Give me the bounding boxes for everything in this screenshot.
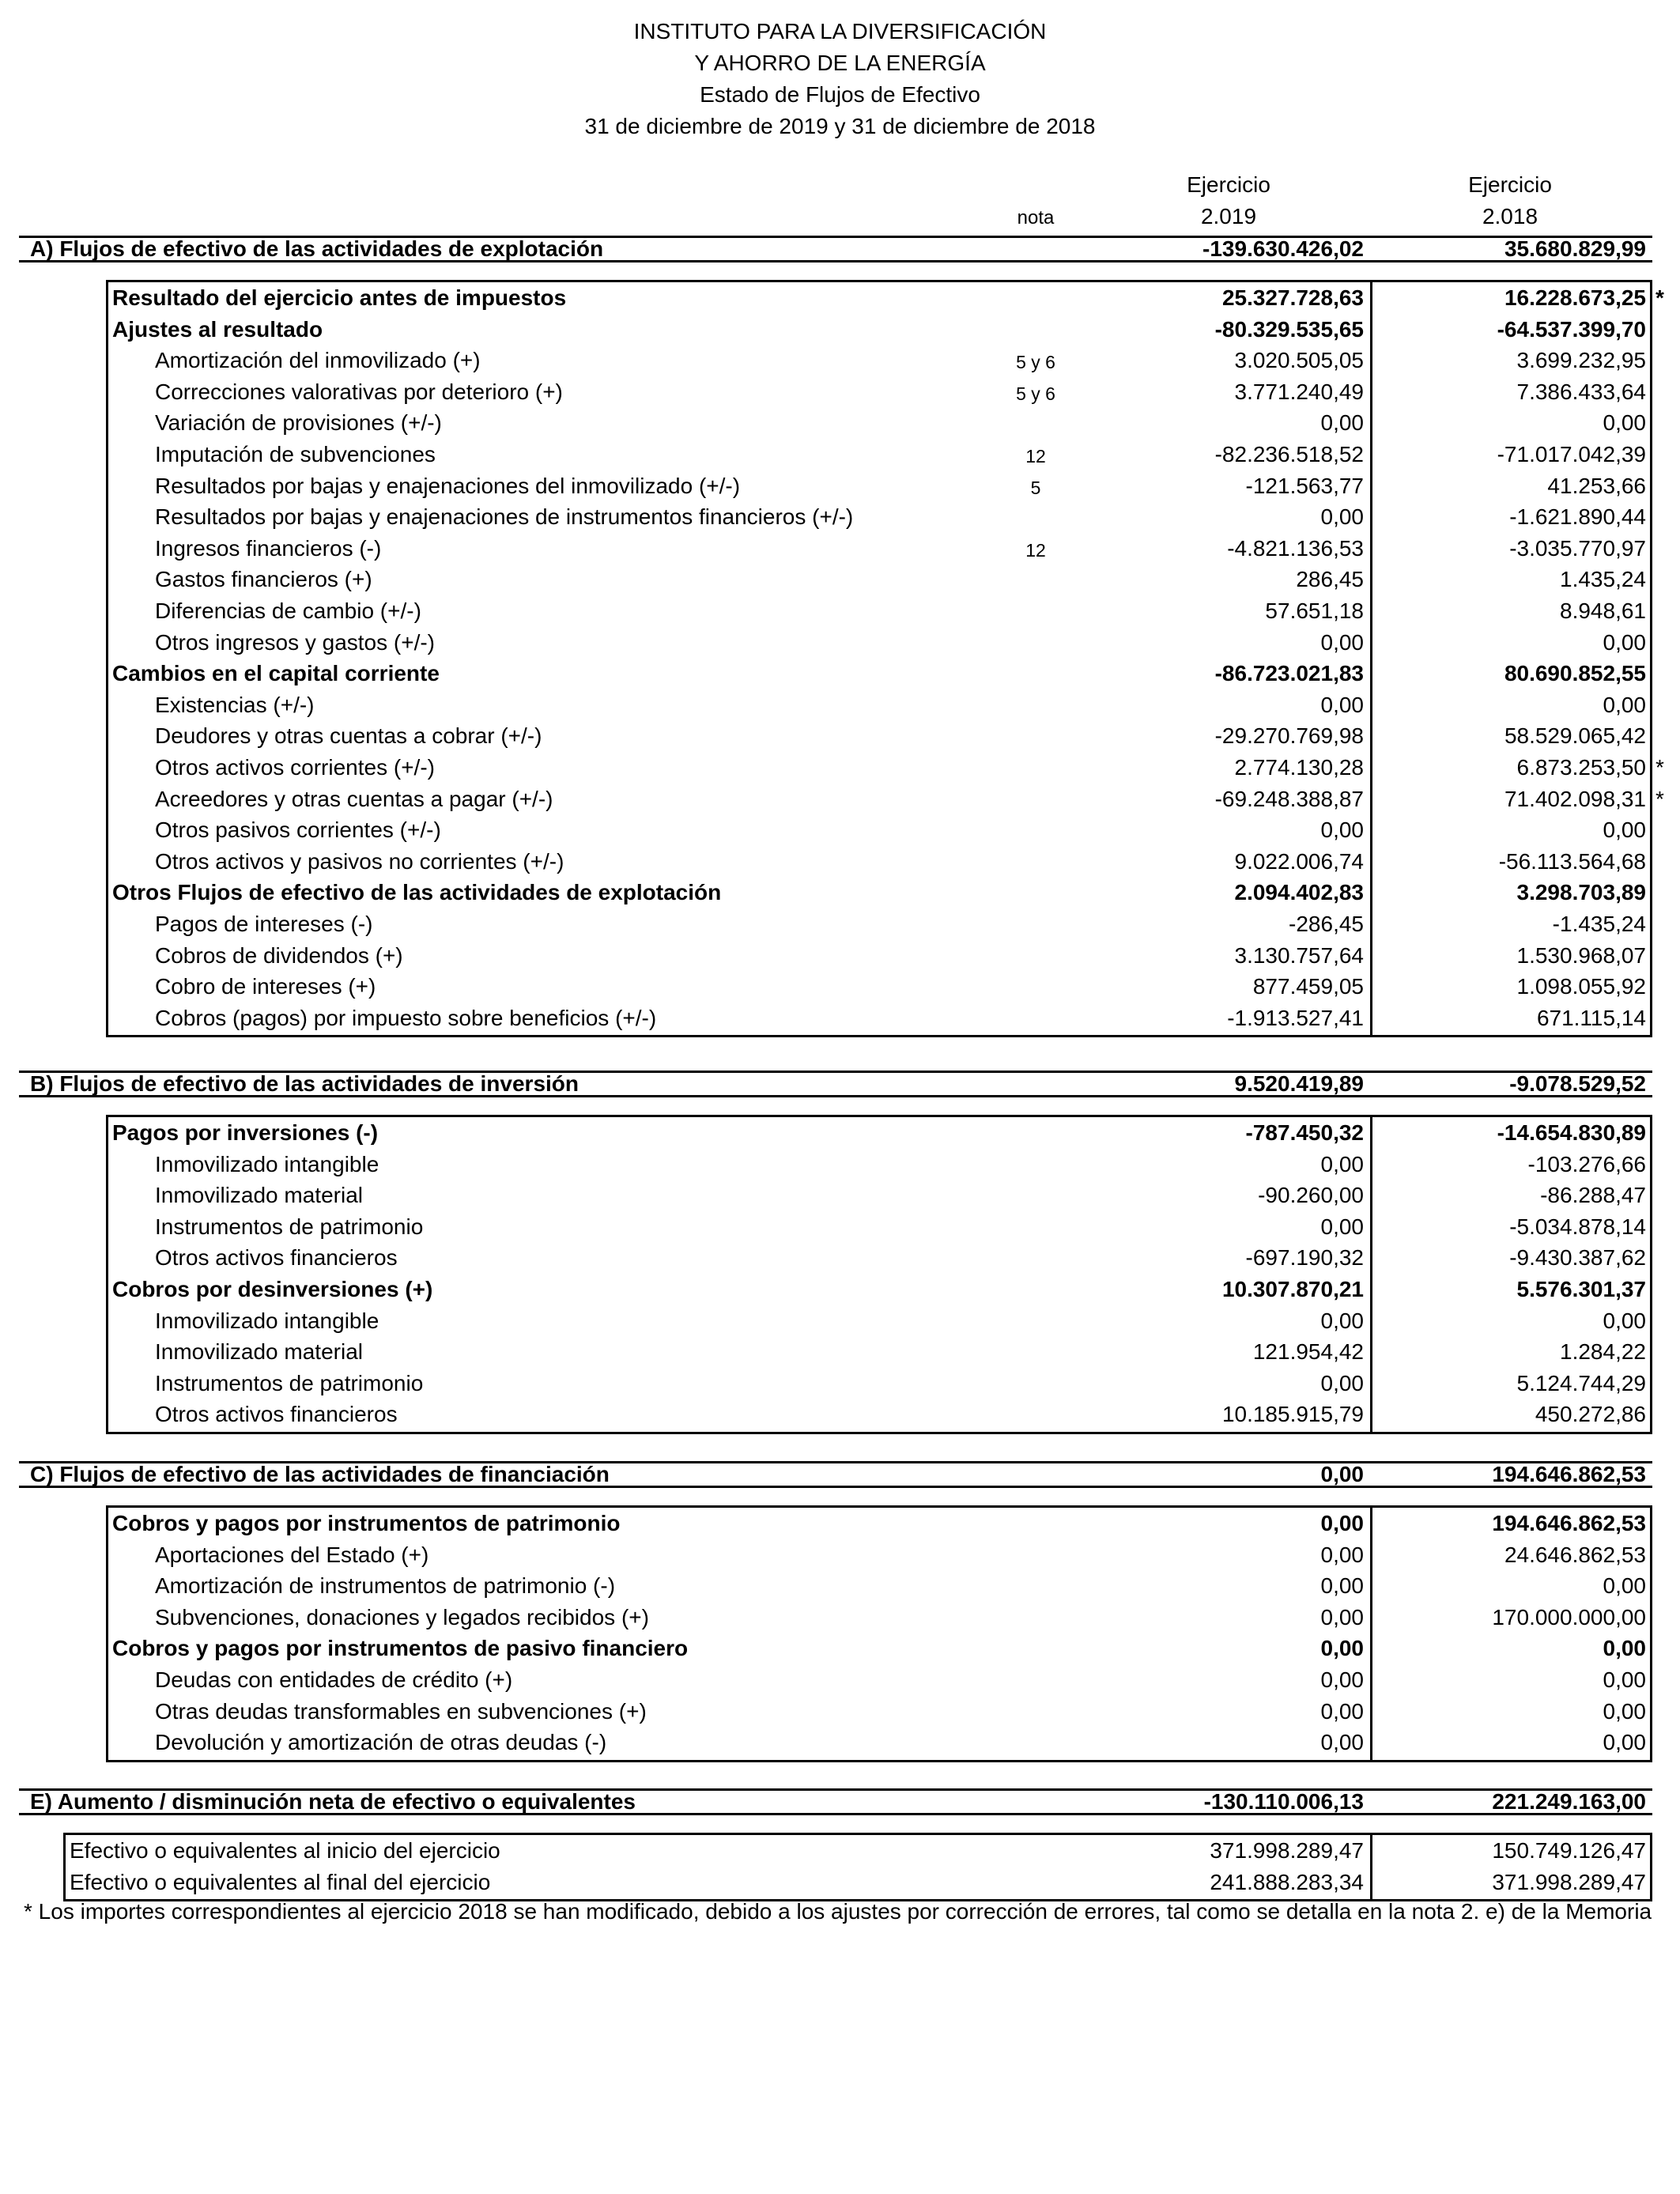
table-row bbox=[0, 376, 1646, 408]
col-2018-year: 2.018 bbox=[1482, 204, 1538, 228]
row-value-2019: -1.913.527,41 bbox=[1227, 1005, 1364, 1030]
section-label: C) Flujos de efectivo de las actividades de financiación bbox=[30, 1462, 610, 1486]
row-value-2019: 0,00 bbox=[1320, 504, 1364, 530]
col-2019-year: 2.019 bbox=[1200, 204, 1257, 228]
row-value-2018: 0,00 bbox=[1603, 1573, 1646, 1599]
row-value-2019: 0,00 bbox=[1320, 1698, 1364, 1724]
section-total-2019: -139.630.426,02 bbox=[1202, 236, 1364, 261]
row-label: Cobro de intereses (+) bbox=[155, 974, 376, 999]
row-value-2018: -64.537.399,70 bbox=[1497, 316, 1646, 342]
row-value-2019: 0,00 bbox=[1320, 818, 1364, 843]
table-row bbox=[0, 1539, 1646, 1571]
row-value-2018: 1.530.968,07 bbox=[1516, 942, 1646, 968]
section-total-2018: 221.249.163,00 bbox=[1492, 1789, 1646, 1814]
row-label: Correcciones valorativas por deterioro (+) bbox=[155, 379, 563, 404]
title-line: Estado de Flujos de Efectivo bbox=[700, 82, 980, 107]
row-nota: 5 bbox=[1030, 477, 1041, 498]
row-value-2018: 450.272,86 bbox=[1535, 1402, 1646, 1427]
section-total-2019: 0,00 bbox=[1320, 1462, 1364, 1486]
row-value-2019: -29.270.769,98 bbox=[1214, 723, 1364, 749]
row-label: Ajustes al resultado bbox=[112, 316, 323, 342]
table-row bbox=[0, 345, 1646, 376]
row-label: Pagos por inversiones (-) bbox=[112, 1120, 379, 1145]
table-row bbox=[0, 814, 1646, 846]
section-total-2018: 35.680.829,99 bbox=[1504, 236, 1646, 261]
row-value-2019: 9.022.006,74 bbox=[1234, 848, 1364, 874]
table-row bbox=[0, 1835, 1646, 1867]
row-label: Subvenciones, donaciones y legados recibidos (+) bbox=[155, 1604, 649, 1629]
row-value-2018: 0,00 bbox=[1603, 692, 1646, 717]
table-row bbox=[0, 1633, 1646, 1664]
row-value-2018: 150.749.126,47 bbox=[1492, 1838, 1646, 1863]
table-row bbox=[0, 1399, 1646, 1430]
table-row bbox=[0, 314, 1646, 346]
row-value-2019: 57.651,18 bbox=[1265, 599, 1364, 623]
row-value-2018: -5.034.878,14 bbox=[1509, 1214, 1646, 1239]
row-value-2018: -1.435,24 bbox=[1552, 912, 1646, 936]
row-label: Instrumentos de patrimonio bbox=[155, 1214, 424, 1239]
table-row bbox=[0, 1696, 1646, 1728]
row-label: Inmovilizado intangible bbox=[155, 1308, 379, 1333]
nota-header: nota bbox=[1017, 207, 1055, 228]
row-value-2019: 3.771.240,49 bbox=[1234, 379, 1364, 404]
row-value-2019: 877.459,05 bbox=[1252, 974, 1364, 999]
table-row bbox=[0, 1368, 1646, 1399]
table-row bbox=[0, 1003, 1646, 1034]
row-label: Cobros y pagos por instrumentos de pasivo financiero bbox=[112, 1636, 689, 1661]
row-value-2019: 0,00 bbox=[1320, 1730, 1364, 1755]
row-value-2019: 10.185.915,79 bbox=[1221, 1402, 1364, 1427]
table-row bbox=[0, 1867, 1646, 1898]
correction-asterisk: * bbox=[1655, 755, 1664, 780]
row-label: Deudas con entidades de crédito (+) bbox=[155, 1667, 513, 1692]
row-label: Resultado del ejercicio antes de impuestos bbox=[112, 285, 567, 310]
row-value-2019: 0,00 bbox=[1320, 629, 1364, 655]
table-row bbox=[0, 1180, 1646, 1211]
row-value-2019: 0,00 bbox=[1320, 1151, 1364, 1176]
table-row bbox=[0, 564, 1646, 595]
row-label: Amortización de instrumentos de patrimonio (-) bbox=[155, 1573, 616, 1599]
table-row bbox=[0, 501, 1646, 533]
row-value-2018: 0,00 bbox=[1603, 410, 1646, 436]
row-value-2018: 7.386.433,64 bbox=[1516, 379, 1646, 404]
table-row bbox=[0, 971, 1646, 1003]
row-value-2018: 0,00 bbox=[1603, 1308, 1646, 1333]
row-value-2019: -787.450,32 bbox=[1245, 1120, 1364, 1145]
table-row bbox=[0, 1117, 1646, 1149]
row-label: Inmovilizado material bbox=[155, 1183, 363, 1208]
row-label: Otros pasivos corrientes (+/-) bbox=[155, 818, 441, 843]
row-label: Otras deudas transformables en subvenciones (+) bbox=[155, 1698, 647, 1724]
row-value-2018: 671.115,14 bbox=[1536, 1005, 1646, 1030]
correction-asterisk: * bbox=[1655, 786, 1664, 811]
row-label: Devolución y amortización de otras deudas (-) bbox=[155, 1730, 607, 1755]
row-value-2018: -86.288,47 bbox=[1540, 1183, 1646, 1208]
row-value-2018: -103.276,66 bbox=[1527, 1151, 1646, 1176]
row-value-2019: 0,00 bbox=[1320, 692, 1364, 717]
row-label: Otros activos corrientes (+/-) bbox=[155, 755, 435, 780]
table-row bbox=[0, 846, 1646, 878]
row-value-2018: 1.284,22 bbox=[1560, 1339, 1646, 1365]
section-total-2019: -130.110.006,13 bbox=[1203, 1789, 1364, 1814]
row-value-2018: -71.017.042,39 bbox=[1497, 442, 1646, 466]
row-label: Variación de provisiones (+/-) bbox=[155, 410, 442, 436]
row-value-2018: 16.228.673,25 bbox=[1504, 285, 1646, 310]
table-row bbox=[0, 407, 1646, 439]
row-value-2019: 0,00 bbox=[1320, 1214, 1364, 1239]
table-row bbox=[0, 1305, 1646, 1337]
row-label: Inmovilizado material bbox=[155, 1339, 363, 1365]
row-value-2018: -3.035.770,97 bbox=[1509, 535, 1646, 561]
section-total-2019: 9.520.419,89 bbox=[1234, 1071, 1364, 1096]
section-header-row bbox=[19, 1071, 1652, 1097]
row-value-2018: 8.948,61 bbox=[1560, 599, 1646, 623]
table-row bbox=[0, 1274, 1646, 1305]
title-line: 31 de diciembre de 2019 y 31 de diciembre de 2018 bbox=[584, 114, 1096, 138]
table-row bbox=[0, 1602, 1646, 1633]
row-value-2018: 371.998.289,47 bbox=[1492, 1869, 1646, 1894]
row-label: Diferencias de cambio (+/-) bbox=[155, 599, 421, 623]
row-value-2018: 0,00 bbox=[1603, 1667, 1646, 1692]
table-row bbox=[0, 1211, 1646, 1243]
row-value-2018: -1.621.890,44 bbox=[1509, 504, 1646, 530]
row-value-2018: 0,00 bbox=[1603, 629, 1646, 655]
title-line: INSTITUTO PARA LA DIVERSIFICACIÓN bbox=[633, 19, 1047, 43]
row-value-2019: 0,00 bbox=[1320, 1370, 1364, 1395]
table-row bbox=[0, 282, 1664, 314]
table-row bbox=[0, 595, 1646, 627]
row-label: Cobros por desinversiones (+) bbox=[112, 1277, 433, 1301]
row-value-2019: -90.260,00 bbox=[1258, 1183, 1364, 1208]
row-nota: 12 bbox=[1025, 539, 1046, 561]
table-row bbox=[0, 784, 1664, 815]
row-value-2019: 241.888.283,34 bbox=[1210, 1869, 1364, 1894]
row-value-2019: -286,45 bbox=[1289, 912, 1364, 936]
table-row bbox=[0, 1336, 1646, 1368]
table-row bbox=[0, 658, 1646, 689]
row-label: Ingresos financieros (-) bbox=[155, 535, 382, 561]
row-label: Inmovilizado intangible bbox=[155, 1151, 379, 1176]
row-value-2018: 24.646.862,53 bbox=[1504, 1542, 1646, 1567]
row-label: Cambios en el capital corriente bbox=[112, 661, 440, 686]
row-label: Cobros y pagos por instrumentos de patrimonio bbox=[112, 1511, 621, 1535]
table-row bbox=[0, 1664, 1646, 1696]
table-row bbox=[0, 1727, 1646, 1758]
row-value-2019: -69.248.388,87 bbox=[1214, 786, 1364, 811]
row-value-2018: 58.529.065,42 bbox=[1504, 723, 1646, 749]
row-value-2019: 0,00 bbox=[1320, 410, 1364, 436]
row-nota: 12 bbox=[1025, 446, 1046, 466]
row-value-2019: 0,00 bbox=[1320, 1511, 1364, 1535]
row-label: Deudores y otras cuentas a cobrar (+/-) bbox=[155, 723, 542, 749]
section-header-row bbox=[19, 1788, 1652, 1815]
row-value-2018: -14.654.830,89 bbox=[1497, 1120, 1646, 1145]
row-value-2018: 0,00 bbox=[1603, 1698, 1646, 1724]
correction-asterisk: * bbox=[1655, 285, 1664, 310]
row-value-2019: 286,45 bbox=[1296, 567, 1364, 592]
row-label: Imputación de subvenciones bbox=[155, 442, 436, 466]
row-label: Existencias (+/-) bbox=[155, 692, 315, 717]
row-label: Otros activos financieros bbox=[155, 1245, 398, 1271]
row-label: Gastos financieros (+) bbox=[155, 567, 372, 592]
table-row bbox=[0, 439, 1646, 470]
row-value-2018: 3.699.232,95 bbox=[1516, 348, 1646, 373]
table-row bbox=[0, 1242, 1646, 1274]
row-value-2019: 0,00 bbox=[1320, 1573, 1364, 1599]
row-label: Cobros (pagos) por impuesto sobre beneficios (+/-) bbox=[155, 1005, 657, 1030]
row-value-2019: -86.723.021,83 bbox=[1214, 661, 1364, 686]
section-header-row bbox=[19, 236, 1652, 262]
row-nota: 5 y 6 bbox=[1016, 352, 1055, 373]
table-row bbox=[0, 533, 1646, 565]
row-value-2018: 5.124.744,29 bbox=[1516, 1370, 1646, 1395]
table-row bbox=[0, 877, 1646, 908]
table-row bbox=[0, 1149, 1646, 1180]
row-value-2018: 1.435,24 bbox=[1560, 567, 1646, 592]
row-label: Resultados por bajas y enajenaciones del inmovilizado (+/-) bbox=[155, 473, 741, 498]
row-label: Instrumentos de patrimonio bbox=[155, 1370, 424, 1395]
col-2018-label: Ejercicio bbox=[1468, 172, 1552, 197]
row-value-2018: -56.113.564,68 bbox=[1498, 848, 1646, 874]
row-label: Aportaciones del Estado (+) bbox=[155, 1542, 429, 1567]
row-value-2019: 10.307.870,21 bbox=[1221, 1277, 1364, 1301]
row-value-2018: 0,00 bbox=[1603, 1730, 1646, 1755]
table-row bbox=[0, 627, 1646, 659]
table-row bbox=[0, 720, 1646, 752]
row-value-2018: 6.873.253,50 bbox=[1516, 755, 1646, 780]
row-label: Resultados por bajas y enajenaciones de instrumentos financieros (+/-) bbox=[155, 504, 854, 530]
row-label: Pagos de intereses (-) bbox=[155, 912, 373, 936]
row-value-2019: 0,00 bbox=[1320, 1542, 1364, 1567]
section-label: E) Aumento / disminución neta de efectivo o equivalentes bbox=[30, 1789, 636, 1814]
row-label: Efectivo o equivalentes al final del ejercicio bbox=[70, 1869, 491, 1894]
row-value-2018: 0,00 bbox=[1603, 818, 1646, 843]
row-value-2018: 3.298.703,89 bbox=[1516, 880, 1646, 905]
section-label: A) Flujos de efectivo de las actividades de explotación bbox=[30, 236, 604, 261]
row-value-2019: 2.774.130,28 bbox=[1234, 755, 1364, 780]
row-value-2019: 25.327.728,63 bbox=[1221, 285, 1364, 310]
table-row bbox=[0, 940, 1646, 972]
row-label: Cobros de dividendos (+) bbox=[155, 942, 403, 968]
row-label: Acreedores y otras cuentas a pagar (+/-) bbox=[155, 786, 553, 811]
table-row bbox=[0, 1570, 1646, 1602]
section-total-2018: 194.646.862,53 bbox=[1492, 1462, 1646, 1486]
row-value-2019: -4.821.136,53 bbox=[1227, 535, 1364, 561]
row-value-2019: -697.190,32 bbox=[1245, 1245, 1364, 1271]
row-value-2018: 5.576.301,37 bbox=[1516, 1277, 1646, 1301]
title-line: Y AHORRO DE LA ENERGÍA bbox=[694, 51, 986, 75]
row-value-2018: 170.000.000,00 bbox=[1492, 1604, 1646, 1629]
row-value-2019: -121.563,77 bbox=[1245, 473, 1364, 498]
section-header-row bbox=[19, 1461, 1652, 1488]
row-value-2018: 1.098.055,92 bbox=[1516, 974, 1646, 999]
section-total-2018: -9.078.529,52 bbox=[1509, 1071, 1646, 1096]
row-value-2019: -82.236.518,52 bbox=[1214, 442, 1364, 466]
row-value-2019: 0,00 bbox=[1320, 1636, 1364, 1661]
row-value-2019: 0,00 bbox=[1320, 1604, 1364, 1629]
row-label: Otros activos y pasivos no corrientes (+/-) bbox=[155, 848, 564, 874]
row-label: Efectivo o equivalentes al inicio del ejercicio bbox=[70, 1838, 500, 1863]
row-value-2019: 121.954,42 bbox=[1252, 1339, 1364, 1365]
table-row bbox=[0, 1508, 1646, 1539]
footnote: * Los importes correspondientes al ejercicio 2018 se han modificado, debido a los ajustes por corrección de errores, tal como se detalla en la nota 2. e) de la Memoria bbox=[24, 1899, 1652, 1924]
row-value-2019: 3.020.505,05 bbox=[1234, 348, 1364, 373]
col-2019-label: Ejercicio bbox=[1187, 172, 1270, 197]
row-value-2019: 371.998.289,47 bbox=[1210, 1838, 1364, 1863]
row-value-2018: 80.690.852,55 bbox=[1504, 661, 1646, 686]
row-label: Otros Flujos de efectivo de las actividades de explotación bbox=[112, 880, 722, 905]
table-row bbox=[0, 689, 1646, 721]
document-title bbox=[0, 16, 1680, 142]
table-row bbox=[0, 908, 1646, 940]
row-value-2018: 71.402.098,31 bbox=[1504, 786, 1646, 811]
row-nota: 5 y 6 bbox=[1016, 383, 1055, 404]
section-label: B) Flujos de efectivo de las actividades de inversión bbox=[30, 1071, 579, 1096]
row-label: Amortización del inmovilizado (+) bbox=[155, 348, 481, 373]
table-row bbox=[0, 752, 1664, 784]
row-value-2018: 194.646.862,53 bbox=[1492, 1511, 1646, 1535]
row-value-2018: -9.430.387,62 bbox=[1509, 1245, 1646, 1271]
row-value-2019: 3.130.757,64 bbox=[1234, 942, 1364, 968]
row-label: Otros ingresos y gastos (+/-) bbox=[155, 629, 436, 655]
row-value-2019: 2.094.402,83 bbox=[1234, 880, 1364, 905]
table-row bbox=[0, 470, 1646, 502]
row-value-2019: 0,00 bbox=[1320, 1667, 1364, 1692]
row-value-2018: 41.253,66 bbox=[1547, 473, 1646, 498]
row-value-2019: -80.329.535,65 bbox=[1214, 316, 1364, 342]
row-value-2018: 0,00 bbox=[1603, 1636, 1646, 1661]
row-label: Otros activos financieros bbox=[155, 1402, 398, 1427]
row-value-2019: 0,00 bbox=[1320, 1308, 1364, 1333]
